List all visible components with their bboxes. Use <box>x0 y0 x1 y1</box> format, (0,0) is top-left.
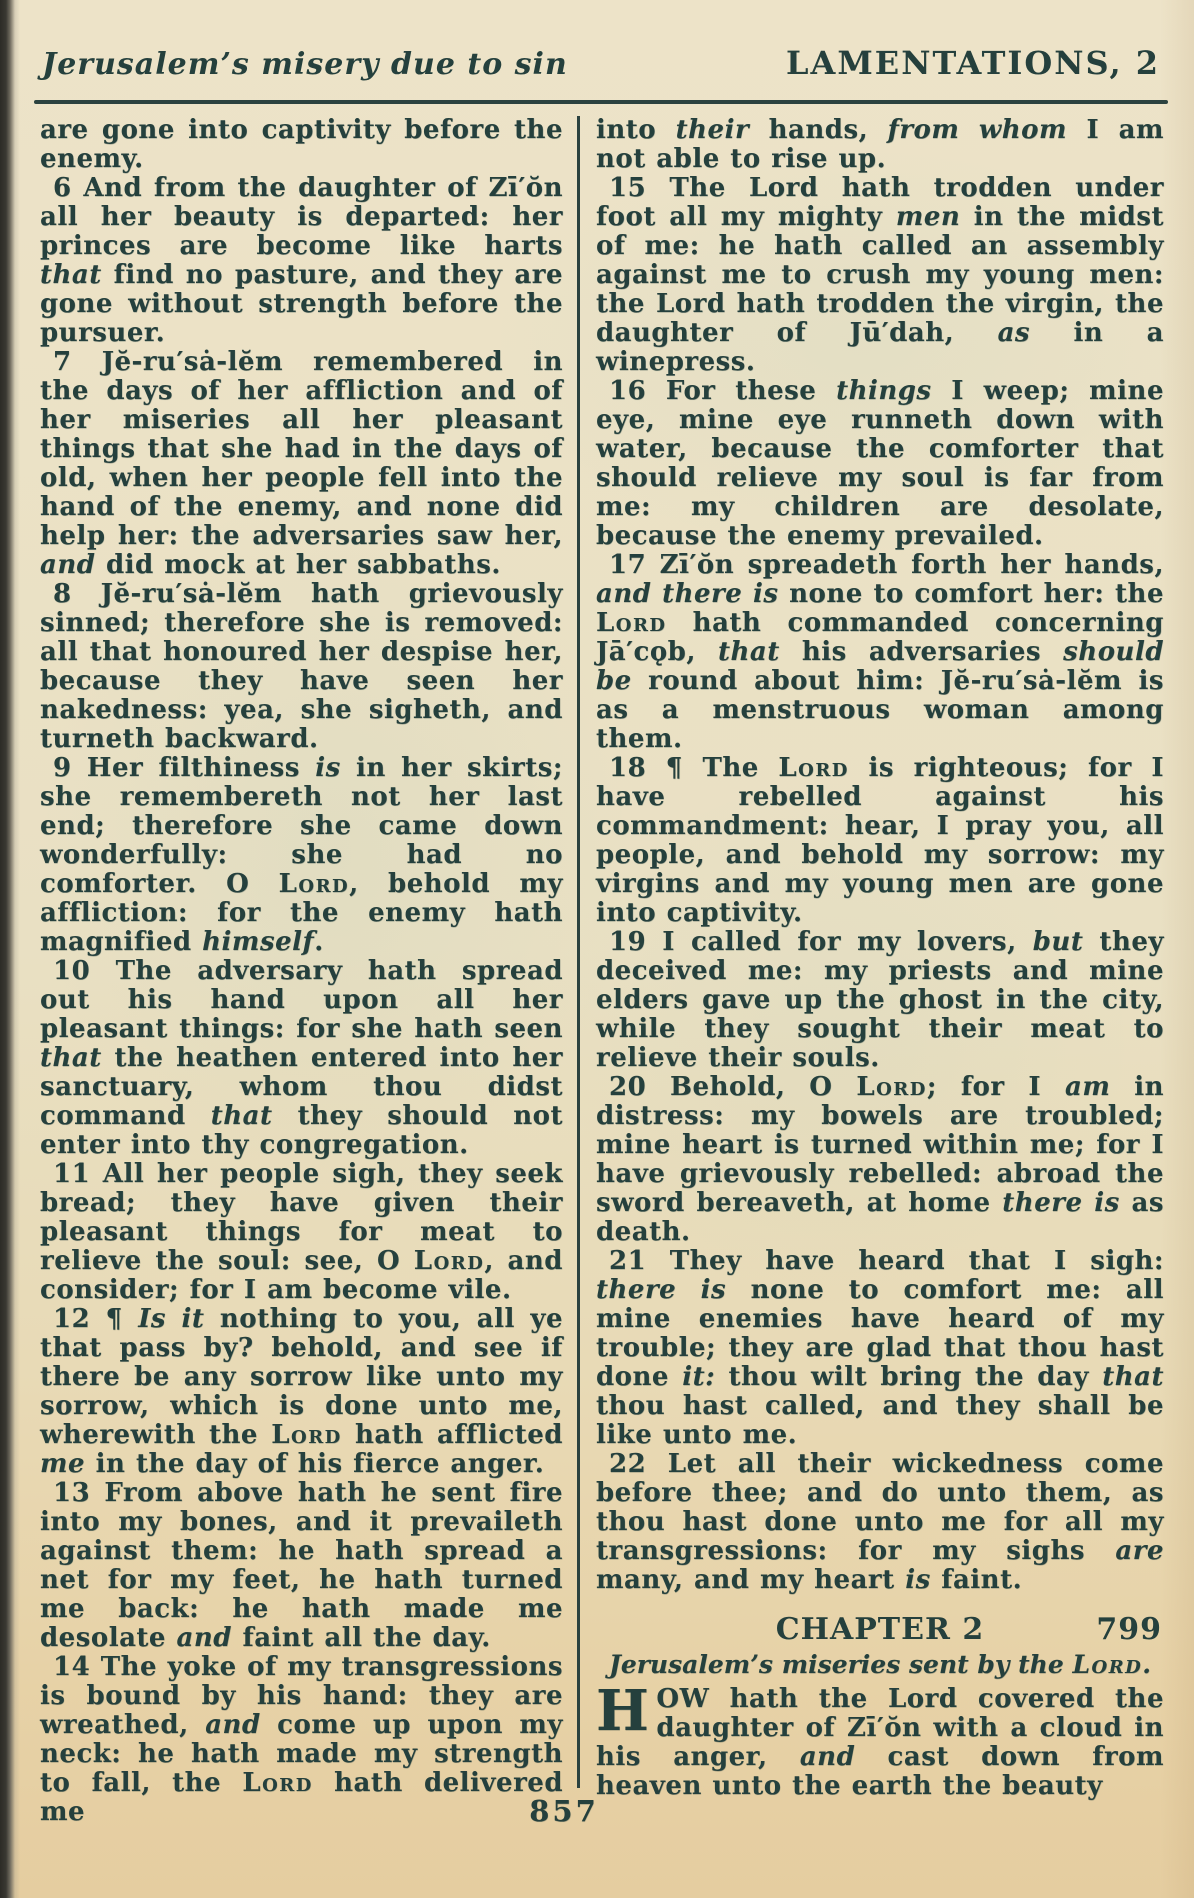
text-segment: 10 The adversary hath spread out his hand upon all her pleasant things: for she hath seen <box>40 956 563 1044</box>
text-segment: it: <box>682 1362 716 1392</box>
text-segment: that <box>718 637 780 667</box>
text-segment: in distress: my bowels are troubled; mine heart is turned within me; for I have grievously rebelled: abroad the sword bereaveth, at home <box>596 1072 1164 1218</box>
chapter-subtitle <box>596 1650 1164 1680</box>
text-segment: me <box>40 1449 86 1479</box>
text-segment: and <box>176 1623 232 1653</box>
text-segment: are gone into captivity before the enemy. <box>40 115 563 174</box>
text-segment: hath commanded concerning Jā′cǫb, <box>596 608 1164 667</box>
verse-paragraph <box>40 580 563 754</box>
text-segment: 16 For these <box>609 376 837 406</box>
text-segment: in a winepress. <box>596 318 1164 377</box>
text-segment: 11 All her people sigh, they seek bread; they have given their pleasant things for meat to relieve the soul: see, O <box>40 1159 563 1276</box>
running-head-title: Jerusalem’s misery due to sin <box>42 47 568 82</box>
text-segment: 20 Behold, O <box>609 1072 857 1102</box>
verse-paragraph <box>40 1160 563 1305</box>
text-segment: none to comfort her: the <box>778 579 1164 609</box>
verse-paragraph <box>596 1073 1164 1247</box>
text-segment: that <box>1102 1362 1164 1392</box>
text-segment: their <box>675 115 750 145</box>
text-segment: hands, <box>749 115 888 145</box>
text-segment: faint all the day. <box>231 1623 491 1653</box>
text-segment: they should not enter into thy congregation. <box>40 1101 563 1160</box>
running-head-book: LAMENTATIONS, 2 <box>786 44 1160 82</box>
text-segment: they deceived me: my priests and mine elders gave up the ghost in the city, while they sought their meat to relieve their souls. <box>596 927 1164 1073</box>
text-segment: hath afflicted <box>341 1420 563 1450</box>
text-segment: Is it <box>138 1304 205 1334</box>
text-segment: that <box>40 1043 102 1073</box>
text-segment: 19 I called for my lovers, <box>609 927 1033 957</box>
verse-paragraph <box>596 928 1164 1073</box>
verse-paragraph <box>596 377 1164 551</box>
text-segment: that <box>40 260 102 290</box>
text-segment: nothing to you, all ye that pass by? behold, and see if there be any sorrow like unto my sorrow, which is done unto me, wherewith the <box>40 1304 563 1450</box>
text-segment: should be <box>596 637 1164 696</box>
text-segment: . <box>314 927 324 957</box>
left-column <box>40 116 563 1827</box>
verse-paragraph <box>40 1479 563 1653</box>
text-segment: in her skirts; she remembereth not her last end; therefore she came down wonderfully: she had no comforter. O <box>40 753 563 899</box>
verse-paragraph <box>40 174 563 348</box>
verse-paragraph <box>40 1305 563 1479</box>
text-segment: as death. <box>596 1188 1164 1247</box>
right-column-verses <box>596 116 1164 1595</box>
text-segment: Lord <box>271 1420 342 1450</box>
text-segment: his adversaries <box>779 637 1064 667</box>
text-segment: and there is <box>596 579 779 609</box>
text-segment: thou wilt bring the day <box>715 1362 1103 1392</box>
text-segment: and <box>205 1710 261 1740</box>
text-segment: things <box>836 376 932 406</box>
text-segment: . <box>1142 1650 1151 1679</box>
text-segment: there is <box>596 1275 727 1305</box>
verse-paragraph <box>40 957 563 1160</box>
verse-paragraph <box>596 551 1164 754</box>
verse-paragraph <box>40 116 563 174</box>
text-segment: Lord <box>856 1072 927 1102</box>
text-segment: thou hast called, and they shall be like unto me. <box>596 1391 1164 1450</box>
text-segment: and <box>40 550 96 580</box>
text-segment: 7 Jĕ-ru′sȧ-lĕm remembered in the days of her affliction and of her miseries all her pleasant things that she had in the days of old, when her people fell into the hand of the enemy, and none did help her: the adversaries saw her, <box>40 347 563 551</box>
text-segment: is righteous; for I have rebelled against his commandment: hear, I pray you, all people, and behold my sorrow: my virgins and my young men are gone into captivity. <box>596 753 1164 928</box>
chapter-page-ref: 799 <box>1096 1612 1162 1647</box>
text-segment: 9 Her filthiness <box>53 753 316 783</box>
text-segment: 14 The yoke of my transgressions is bound by his hand: they are wreathed, <box>40 1652 563 1740</box>
text-segment: , and consider; for I am become vile. <box>40 1246 563 1305</box>
text-segment: 17 Zī′ŏn spreadeth forth her hands, <box>609 550 1164 580</box>
text-segment: is <box>905 1565 931 1595</box>
text-segment: in the midst of me: he hath called an assembly against me to crush my young men: the Lord hath trodden the virgin, the daughter of Jū′dah, <box>596 202 1164 348</box>
text-segment: come up upon my neck: he hath made my strength to fall, the <box>40 1710 563 1798</box>
text-segment: round about him: Jĕ-ru′sȧ-lĕm is as a menstruous woman among them. <box>596 666 1164 754</box>
text-segment: find no pasture, and they are gone without strength before the pursuer. <box>40 260 563 348</box>
text-segment: hath delivered me <box>40 1768 563 1827</box>
text-segment: Lord <box>778 753 849 783</box>
text-segment: OW hath the Lord covered the daughter of Zī′ŏn with a cloud in his anger, <box>596 1684 1164 1772</box>
verse-paragraph <box>596 754 1164 928</box>
chapter-opening-text <box>596 1678 1164 1801</box>
chapter-heading-row <box>596 1613 1164 1647</box>
text-segment: as <box>997 318 1031 348</box>
verse-paragraph <box>596 1450 1164 1595</box>
running-header <box>42 44 1160 82</box>
text-segment: 6 And from the daughter of Zī′ŏn all her beauty is departed: her princes are become like harts <box>40 173 563 261</box>
verse-paragraph <box>596 174 1164 377</box>
text-segment: 22 Let all their wickedness come before thee; and do unto them, as thou hast done unto me for all my transgressions: for my sighs <box>596 1449 1164 1566</box>
verse-paragraph <box>596 116 1164 174</box>
text-segment: that <box>210 1101 273 1131</box>
text-segment: himself <box>202 927 315 957</box>
header-rule <box>34 100 1168 104</box>
text-segment: cast down from heaven unto the earth the beauty <box>596 1742 1164 1801</box>
text-segment: ; for I <box>926 1072 1065 1102</box>
text-segment: did mock at her sabbaths. <box>95 550 501 580</box>
text-segment: 21 They have heard that I sigh: <box>609 1246 1164 1276</box>
verse-paragraph <box>596 1247 1164 1450</box>
right-column <box>580 116 1164 1801</box>
text-segment: , behold my affliction: for the enemy hath magnified <box>40 869 563 957</box>
text-segment: from whom <box>887 115 1068 145</box>
text-segment: are <box>1115 1536 1164 1566</box>
dropcap-letter: H <box>596 1678 650 1744</box>
verse-paragraph <box>40 348 563 580</box>
text-segment: 12 ¶ <box>53 1304 139 1334</box>
text-segment: there is <box>1002 1188 1120 1218</box>
text-segment: Lord <box>278 869 350 899</box>
text-segment: I weep; mine eye, mine eye runneth down with water, because the comforter that should relieve my soul is far from me: my children are desolate, because the enemy prevailed. <box>596 376 1164 551</box>
text-segment: Lord <box>596 608 667 638</box>
text-segment: but <box>1032 927 1084 957</box>
text-segment: Lord <box>413 1246 485 1276</box>
text-segment: and <box>799 1742 856 1772</box>
text-segment: 8 Jĕ-ru′sȧ-lĕm hath grievously sinned; therefore she is removed: all that honoured her despise her, because they have seen her nakedness: yea, she sigheth, and turneth backward. <box>40 579 563 754</box>
text-segment: 18 ¶ The <box>609 753 779 783</box>
book-edge-shadow <box>0 0 20 1898</box>
text-segment: men <box>895 202 961 232</box>
text-segment: faint. <box>930 1565 1023 1595</box>
page-number: 857 <box>529 1794 599 1828</box>
text-segment: many, and my heart <box>596 1565 906 1595</box>
chapter-opening-paragraph <box>596 1678 1164 1801</box>
text-segment: is <box>315 753 341 783</box>
chapter-title: CHAPTER 2 <box>775 1612 985 1647</box>
text-segment: into <box>596 115 676 145</box>
text-segment: 13 From above hath he sent fire into my bones, and it prevaileth against them: he hath spread a net for my feet, he hath turned me back: he hath made me desolate <box>40 1478 563 1653</box>
verse-paragraph <box>40 754 563 957</box>
text-segment: none to comfort me: all mine enemies have heard of my trouble; they are glad that thou hast done <box>596 1275 1164 1392</box>
text-segment: Lord <box>1072 1650 1143 1679</box>
text-segment: the heathen entered into her sanctuary, whom thou didst command <box>40 1043 563 1131</box>
text-segment: am <box>1064 1072 1111 1102</box>
text-segment: in the day of his fierce anger. <box>85 1449 545 1479</box>
text-segment: 15 The Lord hath trodden under foot all my mighty <box>596 173 1164 232</box>
text-segment: Jerusalem’s miseries sent by the <box>609 1650 1073 1679</box>
text-segment: Lord <box>242 1768 313 1798</box>
text-segment: I am not able to rise up. <box>596 115 1164 174</box>
text-columns <box>40 116 1164 1827</box>
